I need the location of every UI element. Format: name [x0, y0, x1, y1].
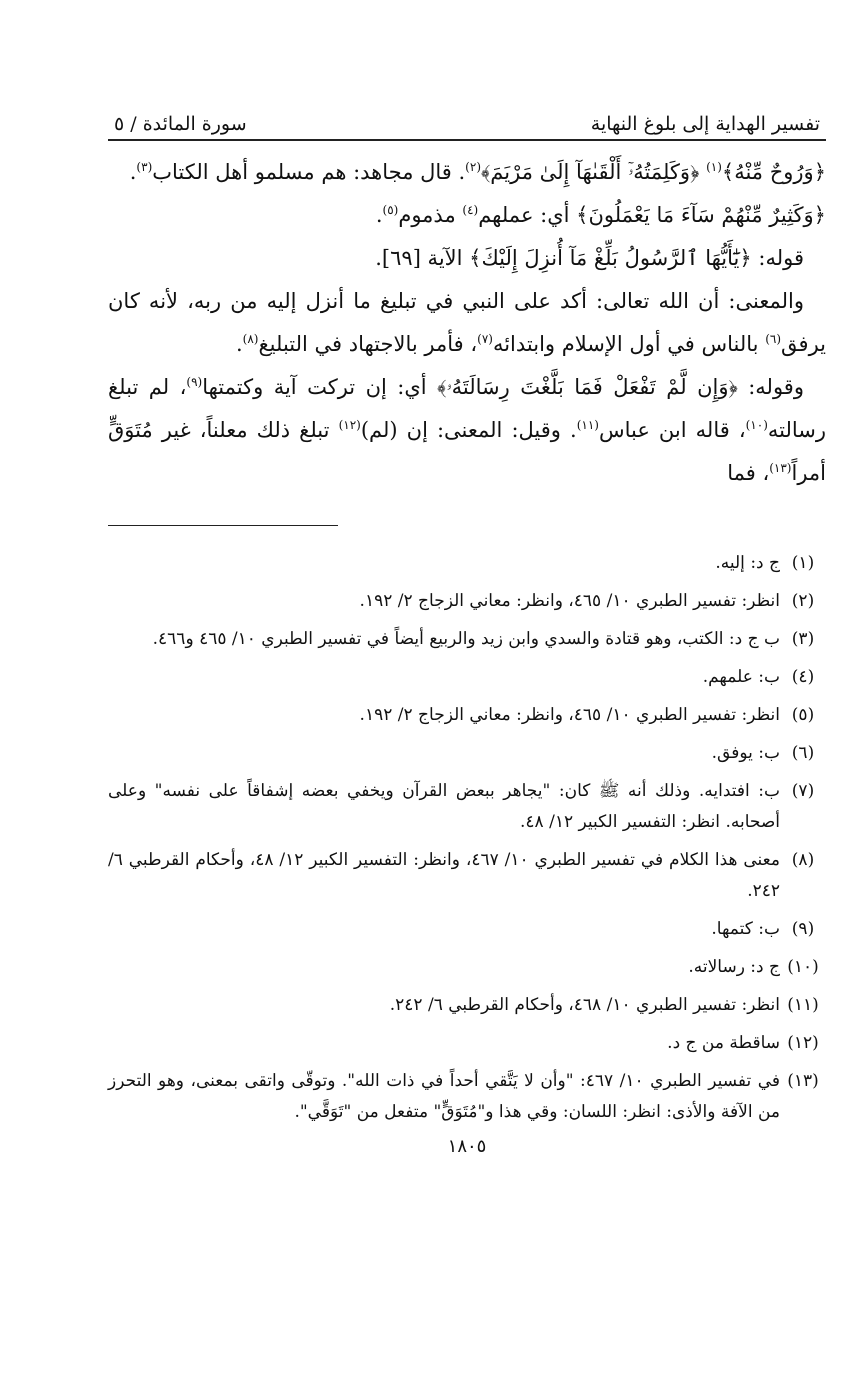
footnote: (١١) انظر: تفسير الطبري ١٠/ ٤٦٨، وأحكام القرطبي ٦/ ٢٤٢. — [389, 995, 819, 1015]
page-number: ١٨٠٥ — [447, 1136, 487, 1157]
footnote: (٥) انظر: تفسير الطبري ١٠/ ٤٦٥، وانظر: معاني الزجاج ٢/ ١٩٢. — [359, 705, 815, 725]
footnote: (٣) ب ج د: الكتب، وهو قتادة والسدي وابن زيد والربيع أيضاً في تفسير الطبري ١٠/ ٤٦٥ و٤٦٦. — [152, 629, 815, 649]
footnote: (٨) معنى هذا الكلام في تفسير الطبري ١٠/ ٤٦٧، وانظر: التفسير الكبير ١٢/ ٤٨، وأحكام القرطبي ٦/ ٢٤٢. — [108, 850, 815, 901]
footnote: (١٢) ساقطة من ج د. — [667, 1033, 819, 1053]
header-rule — [108, 139, 826, 141]
footnotes — [108, 548, 826, 1128]
paragraph: ﴿وَكَثِيرٌ مِّنْهُمْ سَآءَ مَا يَعْمَلُونَ﴾ أي: عملهم$^{(٤)}$ مذموم$^{(٥)}$. — [375, 203, 826, 227]
paragraph: ﴿وَرُوحٌ مِّنْهُ﴾$^{(١)}$ ﴿وَكَلِمَتُهُۥٓ أَلْقَىٰهَآ إِلَىٰ مَرْيَمَ﴾$^{(٢)}$. قال مجاهد: هم مسلمو أهل الكتاب$^{(٣)}$. — [129, 160, 826, 184]
paragraph: وقوله: ﴿وَإِن لَّمْ تَفْعَلْ فَمَا بَلَّغْتَ رِسَالَتَهُۥ﴾ أي: إن تركت آية وكتمتها$^{(٩)}$، لم تبلغ رسالته$^{(١٠)}$، قاله ابن عباس$^{(١١)}$. وقيل: المعنى: إن (لم)$^{(١٢)}$ تبلغ ذلك معلناً، غير مُتَوَقٍّ أمراً$^{(١٣)}$، فما — [108, 375, 827, 485]
footnote-separator — [108, 525, 338, 526]
footnote: (١٠) ج د: رسالاته. — [688, 957, 819, 977]
footnote: (١) ج د: إليه. — [715, 553, 815, 573]
running-header — [108, 95, 826, 135]
footnote: (٧) ب: افتدايه. وذلك أنه ﷺ كان: "يجاهر ببعض القرآن ويخفي بعضه إشفاقاً على نفسه" وعلى أصحابه. انظر: التفسير الكبير ١٢/ ٤٨. — [108, 781, 815, 832]
surah-label: سورة المائدة / ٥ — [114, 113, 247, 135]
book-title: تفسير الهداية إلى بلوغ النهاية — [590, 113, 820, 135]
footnote: (٢) انظر: تفسير الطبري ١٠/ ٤٦٥، وانظر: معاني الزجاج ٢/ ١٩٢. — [359, 591, 815, 611]
footnote: (١٣) في تفسير الطبري ١٠/ ٤٦٧: "وأن لا يَتَّقي أحداً في ذات الله". وتوقّى واتقى بمعنى، وهو التحرز من الآفة والأذى: انظر: اللسان: وقي هذا و"مُتَوَقٍّ" متفعل من "تَوَقَّي". — [108, 1071, 819, 1122]
footnote: (٦) ب: يوفق. — [711, 743, 815, 763]
footnote: (٩) ب: كتمها. — [711, 919, 815, 939]
main-text — [108, 151, 826, 495]
document-page — [108, 95, 826, 1157]
footnote: (٤) ب: علمهم. — [702, 667, 815, 687]
paragraph: قوله: ﴿يَٰٓأَيُّهَا ٱلرَّسُولُ بَلِّغْ مَآ أُنزِلَ إِلَيْكَ﴾ الآية [٦٩]. — [375, 246, 804, 270]
paragraph: والمعنى: أن الله تعالى: أكد على النبي في تبليغ ما أنزل إليه من ربه، لأنه كان يرفق$^{(٦)}$ بالناس في أول الإسلام وابتدائه$^{(٧)}$، فأمر بالاجتهاد في التبليغ$^{(٨)}$. — [108, 289, 826, 356]
